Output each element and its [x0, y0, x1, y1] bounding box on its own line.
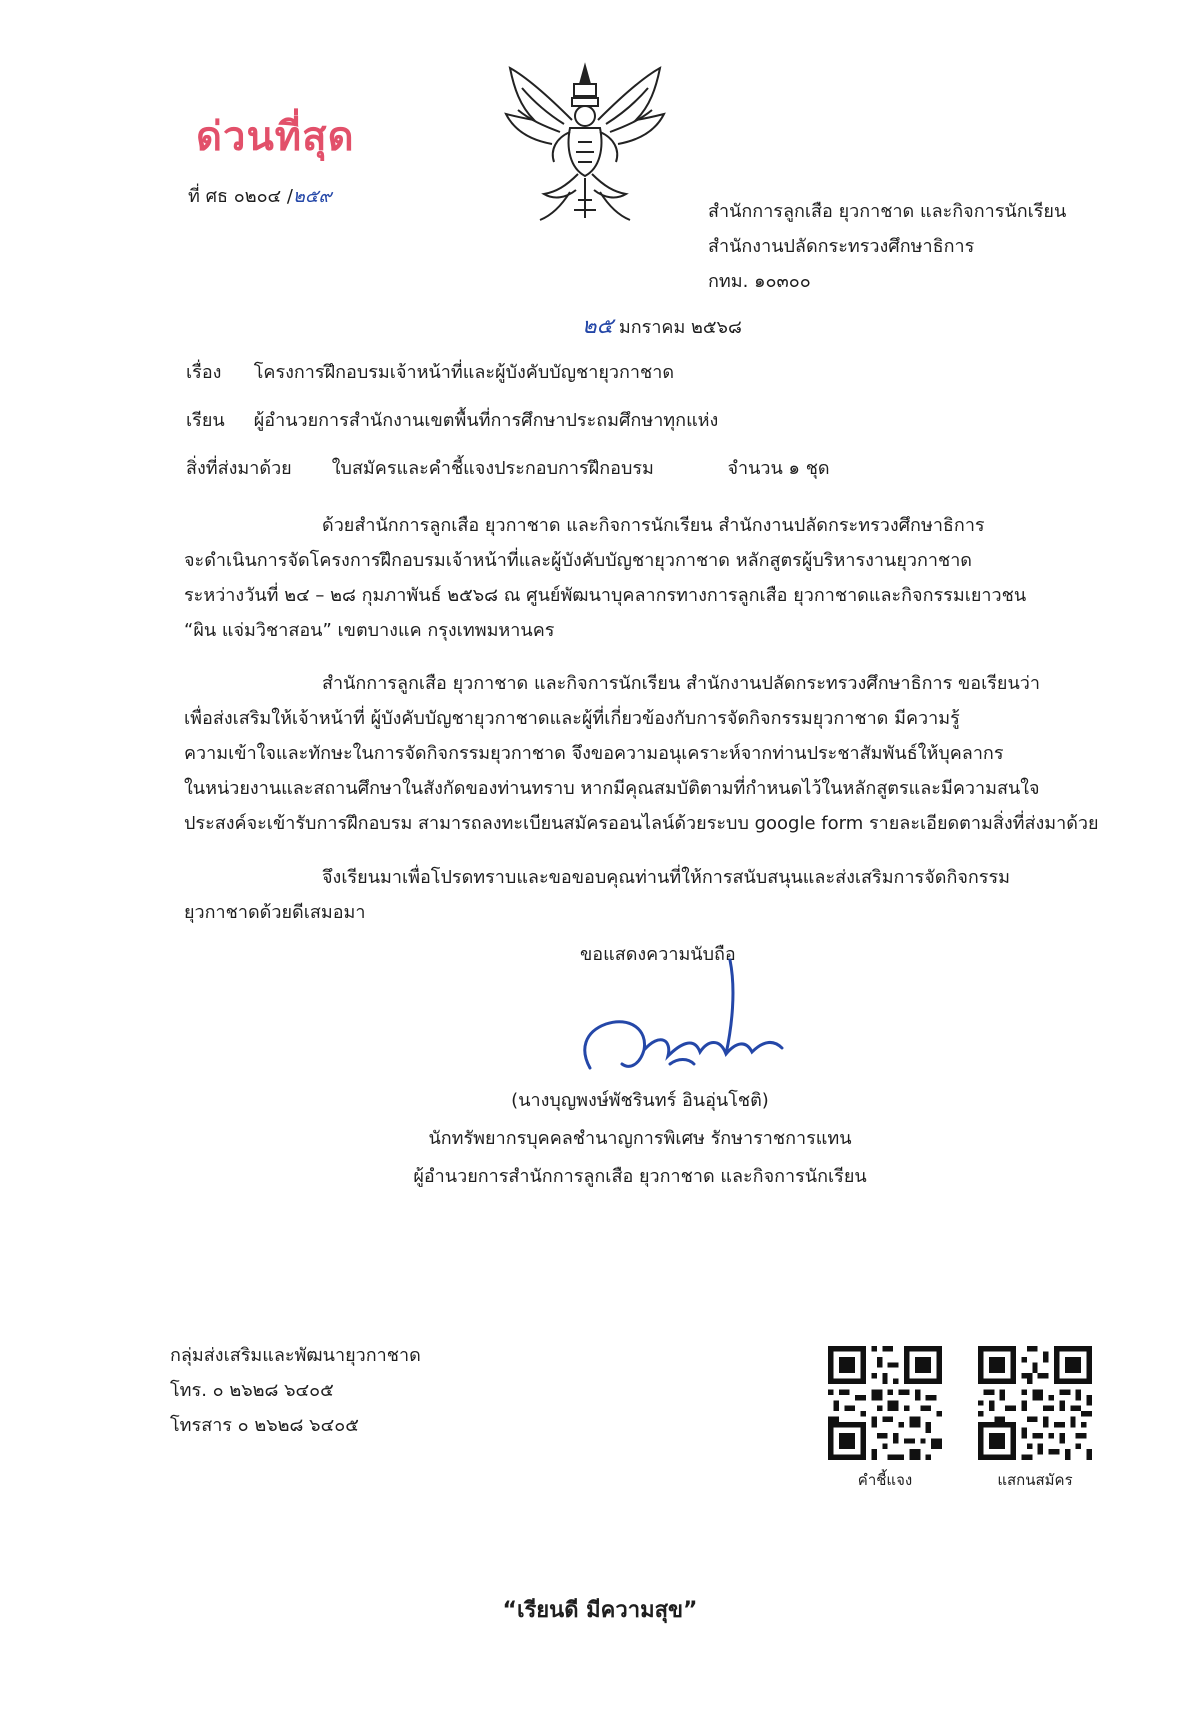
- contact-phone: โทร. ๐ ๒๖๒๘ ๖๔๐๕: [170, 1380, 334, 1401]
- contact-fax: โทรสาร ๐ ๒๖๒๘ ๖๔๐๕: [170, 1415, 359, 1436]
- paragraph-line: ยุวกาชาดด้วยดีเสมอมา: [184, 902, 366, 923]
- paragraph-line: ด้วยสำนักการลูกเสือ ยุวกาชาด และกิจการนักเรียน สำนักงานปลัดกระทรวงศึกษาธิการ: [322, 515, 985, 536]
- office-line: สำนักการลูกเสือ ยุวกาชาด และกิจการนักเรียน: [708, 201, 1067, 222]
- qr-code-icon[interactable]: [978, 1346, 1092, 1460]
- motto: “เรียนดี มีความสุข”: [502, 1598, 698, 1623]
- qr-code-icon[interactable]: [828, 1346, 942, 1460]
- reference-number: [188, 186, 332, 208]
- paragraph-line: จึงเรียนมาเพื่อโปรดทราบและขอขอบคุณท่านที่ให้การสนับสนุนและส่งเสริมการจัดกิจกรรม: [322, 867, 1011, 888]
- paragraph-line: “ผิน แจ่มวิชาสอน” เขตบางแค กรุงเทพมหานคร: [184, 620, 555, 641]
- qr-label: คำชี้แจง: [857, 1471, 913, 1489]
- reference-handwritten: ๒๕๙: [292, 186, 332, 207]
- subject-line: [186, 362, 674, 384]
- paragraph-line: ระหว่างวันที่ ๒๔ – ๒๘ กุมภาพันธ์ ๒๕๖๘ ณ ศูนย์พัฒนาบุคลากรทางการลูกเสือ ยุวกาชาดและกิจกรรมเยาวชน: [184, 585, 1027, 606]
- signatory-position: นักทรัพยากรบุคคลชำนาญการพิเศษ รักษาราชการแทน: [428, 1128, 852, 1149]
- enclosure-text: ใบสมัครและคำชี้แจงประกอบการฝึกอบรม: [331, 458, 654, 479]
- office-line: กทม. ๑๐๓๐๐: [708, 271, 811, 292]
- office-address: [708, 194, 1066, 299]
- paragraph-line: ในหน่วยงานและสถานศึกษาในสังกัดของท่านทราบ หากมีคุณสมบัติตามที่กำหนดไว้ในหลักสูตรและมีความสนใจ: [184, 778, 1040, 799]
- paragraph-line: ความเข้าใจและทักษะในการจัดกิจกรรมยุวกาชาด จึงขอความอนุเคราะห์จากท่านประชาสัมพันธ์ให้บุคลากร: [184, 743, 1004, 764]
- paragraph-line: สำนักการลูกเสือ ยุวกาชาด และกิจการนักเรียน สำนักงานปลัดกระทรวงศึกษาธิการ ขอเรียนว่า: [322, 673, 1040, 694]
- contact-info: [170, 1338, 421, 1443]
- body-paragraph-1: [184, 508, 1104, 648]
- signatory-position: ผู้อำนวยการสำนักการลูกเสือ ยุวกาชาด และกิจการนักเรียน: [413, 1166, 867, 1187]
- contact-department: กลุ่มส่งเสริมและพัฒนายุวกาชาด: [170, 1345, 421, 1366]
- signatory-name: (นางบุญพงษ์พัชรินทร์ อินอุ่นโชติ): [511, 1090, 769, 1111]
- enclosure-line: [186, 458, 830, 480]
- letter-date: [582, 314, 742, 340]
- closing-salutation: ขอแสดงความนับถือ: [580, 944, 736, 965]
- paragraph-line: จะดำเนินการจัดโครงการฝึกอบรมเจ้าหน้าที่และผู้บังคับบัญชายุวกาชาด หลักสูตรผู้บริหารงานยุวกาชาด: [184, 550, 972, 571]
- recipient-text: ผู้อำนวยการสำนักงานเขตพื้นที่การศึกษาประถมศึกษาทุกแห่ง: [253, 410, 719, 431]
- paragraph-line: เพื่อส่งเสริมให้เจ้าหน้าที่ ผู้บังคับบัญชายุวกาชาดและผู้ที่เกี่ยวข้องกับการจัดกิจกรรมยุวกาชาด มีความรู้: [184, 708, 960, 729]
- date-month-year: มกราคม ๒๕๖๘: [618, 317, 742, 338]
- body-paragraph-2: [184, 666, 1104, 841]
- subject-text: โครงการฝึกอบรมเจ้าหน้าที่และผู้บังคับบัญชายุวกาชาด: [253, 362, 675, 383]
- reference-prefix: ที่ ศธ ๐๒๐๔ /: [188, 186, 293, 207]
- body-paragraph-3: [184, 860, 1104, 930]
- qr-label: แสกนสมัคร: [997, 1471, 1073, 1489]
- enclosure-quantity: จำนวน ๑ ชุด: [727, 458, 830, 479]
- garuda-emblem-icon: [500, 58, 670, 228]
- signature-icon: [560, 940, 800, 1080]
- subject-label: เรื่อง: [186, 362, 222, 383]
- enclosure-label: สิ่งที่ส่งมาด้วย: [186, 458, 292, 479]
- urgent-stamp: ด่วนที่สุด: [196, 114, 355, 160]
- recipient-line: [186, 410, 718, 432]
- paragraph-line: ประสงค์จะเข้ารับการฝึกอบรม สามารถลงทะเบียนสมัครออนไลน์ด้วยระบบ google form รายละเอียดตามสิ่งที่ส่งมาด้วย: [184, 813, 1099, 834]
- office-line: สำนักงานปลัดกระทรวงศึกษาธิการ: [708, 236, 975, 257]
- date-day-handwritten: ๒๕: [582, 314, 614, 339]
- recipient-label: เรียน: [186, 410, 225, 431]
